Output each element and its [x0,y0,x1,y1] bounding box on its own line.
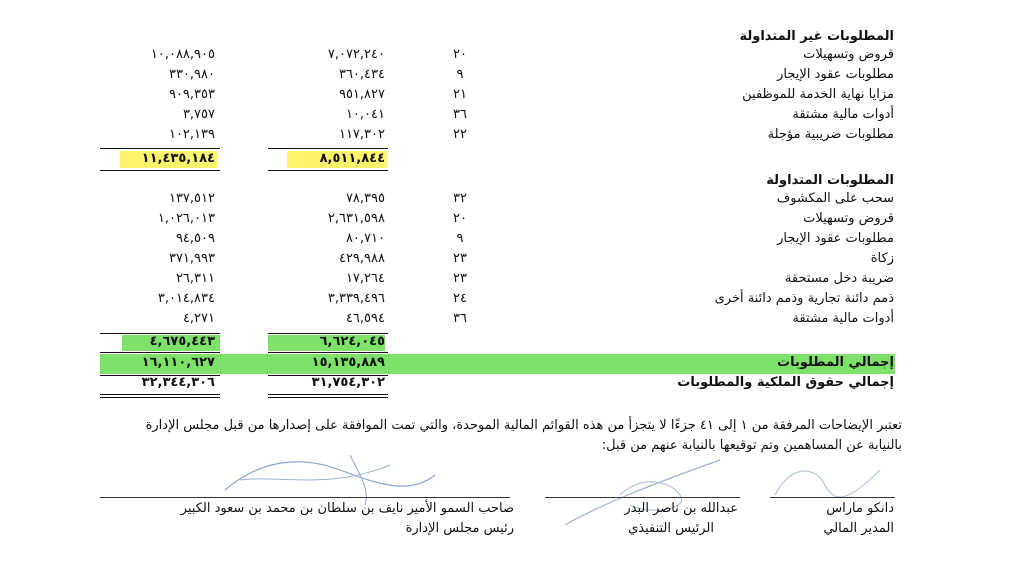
signature-line [770,497,895,498]
row-current-value: ١٧,٢٦٤ [345,271,385,286]
row-note: ٢٠ [453,47,467,62]
row-note: ٢٣ [453,251,467,266]
row-note: ٣٦ [453,107,467,122]
row-label: مزايا نهاية الخدمة للموظفين [742,87,894,102]
table-row [0,127,1024,147]
total-liabilities-row [0,355,1024,375]
row-prior-value: ٣٧١,٩٩٣ [168,251,215,266]
row-label: قروض وتسهيلات [803,47,894,62]
row-prior-value: ١٠,٠٨٨,٩٠٥ [150,47,215,62]
row-note: ٢١ [453,87,467,102]
row-current-value: ٧,٠٧٢,٢٤٠ [327,47,385,62]
row-note: ٢٠ [453,211,467,226]
row-label: مطلوبات ضريبية مؤجلة [767,127,894,142]
row-current-value: ١٠,٠٤١ [345,107,385,122]
table-row [0,311,1024,331]
total-equity-liabilities-label: إجمالي حقوق الملكية والمطلوبات [677,375,894,390]
row-label: ضريبة دخل مستحقة [784,271,894,286]
row-prior-value: ٩٤,٥٠٩ [175,231,215,246]
divider [268,170,388,171]
row-label: قروض وتسهيلات [803,211,894,226]
current-heading: المطلوبات المتداولة [766,173,894,188]
row-current-value: ٩٥١,٨٢٧ [338,87,385,102]
row-prior-value: ٣,٠١٤,٨٣٤ [157,291,215,306]
row-prior-value: ٩٠٩,٣٥٣ [168,87,215,102]
non-current-heading: المطلوبات غير المتداولة [739,29,894,44]
table-row [0,291,1024,311]
row-prior-value: ١٣٧,٥١٢ [168,191,215,206]
total-equity-liabilities-current: ٣١,٧٥٤,٣٠٢ [311,375,385,390]
statement-line-1: تعتبر الإيضاحات المرفقة من ١ إلى ٤١ جزءًا لا يتجزأ من هذه القوائم المالية الموحدة، والتي تمت الموافقة على إصدارها من قبل مجلس الإدارة [145,418,902,433]
ceo-name: عبدالله بن ناصر البدر [624,501,738,516]
total-prior-value: ١١,٤٣٥,١٨٤ [141,151,215,166]
row-label: سحب على المكشوف [776,191,894,206]
divider [100,148,220,149]
total-current-value: ٨,٥١١,٨٤٤ [319,151,385,166]
table-row [0,211,1024,231]
ceo-title: الرئيس التنفيذي [628,521,714,536]
total-prior-value: ٤,٦٧٥,٤٤٣ [149,334,215,349]
row-prior-value: ٢٦,٣١١ [175,271,215,286]
row-current-value: ٤٢٩,٩٨٨ [338,251,385,266]
row-current-value: ٤٦,٥٩٤ [345,311,385,326]
total-liabilities-prior: ١٦,١١٠,٦٢٧ [141,355,215,370]
total-liabilities-current: ١٥,١٣٥,٨٨٩ [311,355,385,370]
row-label: مطلوبات عقود الإيجار [777,67,894,82]
row-current-value: ٧٨,٣٩٥ [345,191,385,206]
divider [100,397,220,398]
table-row [0,87,1024,107]
statement-line-2: بالنيابة عن المساهمين وتم توقيعها بالنيابة عنهم من قبل: [601,438,902,453]
row-prior-value: ٤,٢٧١ [182,311,215,326]
row-note: ٢٢ [453,127,467,142]
table-row [0,231,1024,251]
row-current-value: ٣,٣٣٩,٤٩٦ [327,291,385,306]
row-note: ٣٢ [453,191,467,206]
table-row [0,67,1024,87]
chairman-name: صاحب السمو الأمير نايف بن سلطان بن محمد بن سعود الكبير [180,501,514,516]
total-row [0,334,1024,354]
signature-image [560,455,730,530]
table-row [0,47,1024,67]
total-equity-liabilities-prior: ٣٢,٣٤٤,٣٠٦ [141,375,215,390]
table-row [0,107,1024,127]
cfo-name: دانكو ماراس [826,501,894,516]
divider [268,148,388,149]
cfo-title: المدير المالي [823,521,894,536]
total-liabilities-label: إجمالي المطلوبات [777,355,894,370]
row-note: ٣٦ [453,311,467,326]
total-row [0,151,1024,171]
total-equity-liabilities-row [0,375,1024,395]
divider [268,352,388,353]
row-note: ٢٤ [453,291,467,306]
table-row [0,271,1024,291]
row-label: ذمم دائنة تجارية وذمم دائنة أخرى [714,291,894,306]
total-current-value: ٦,٦٢٤,٠٤٥ [319,334,385,349]
signature-line [100,497,510,498]
table-row [0,251,1024,271]
divider [100,352,220,353]
row-note: ٩ [456,231,464,246]
divider [100,394,220,395]
row-label: أدوات مالية مشتقة [792,311,894,326]
row-label: أدوات مالية مشتقة [792,107,894,122]
row-prior-value: ١٠٢,١٣٩ [168,127,215,142]
chairman-title: رئيس مجلس الإدارة [405,521,514,536]
row-current-value: ٢,٦٣١,٥٩٨ [327,211,385,226]
approval-statement [102,416,902,456]
row-current-value: ١١٧,٣٠٢ [338,127,385,142]
divider [100,170,220,171]
row-label: زكاة [870,251,894,266]
divider [268,397,388,398]
row-current-value: ٣٦٠,٤٣٤ [338,67,385,82]
row-note: ٩ [456,67,464,82]
signature-line [545,497,740,498]
row-prior-value: ١,٠٢٦,٠١٣ [157,211,215,226]
row-label: مطلوبات عقود الإيجار [777,231,894,246]
row-prior-value: ٣٣٠,٩٨٠ [168,67,215,82]
divider [268,394,388,395]
row-current-value: ٨٠,٧١٠ [345,231,385,246]
row-prior-value: ٣,٧٥٧ [182,107,215,122]
row-note: ٢٣ [453,271,467,286]
table-row [0,191,1024,211]
